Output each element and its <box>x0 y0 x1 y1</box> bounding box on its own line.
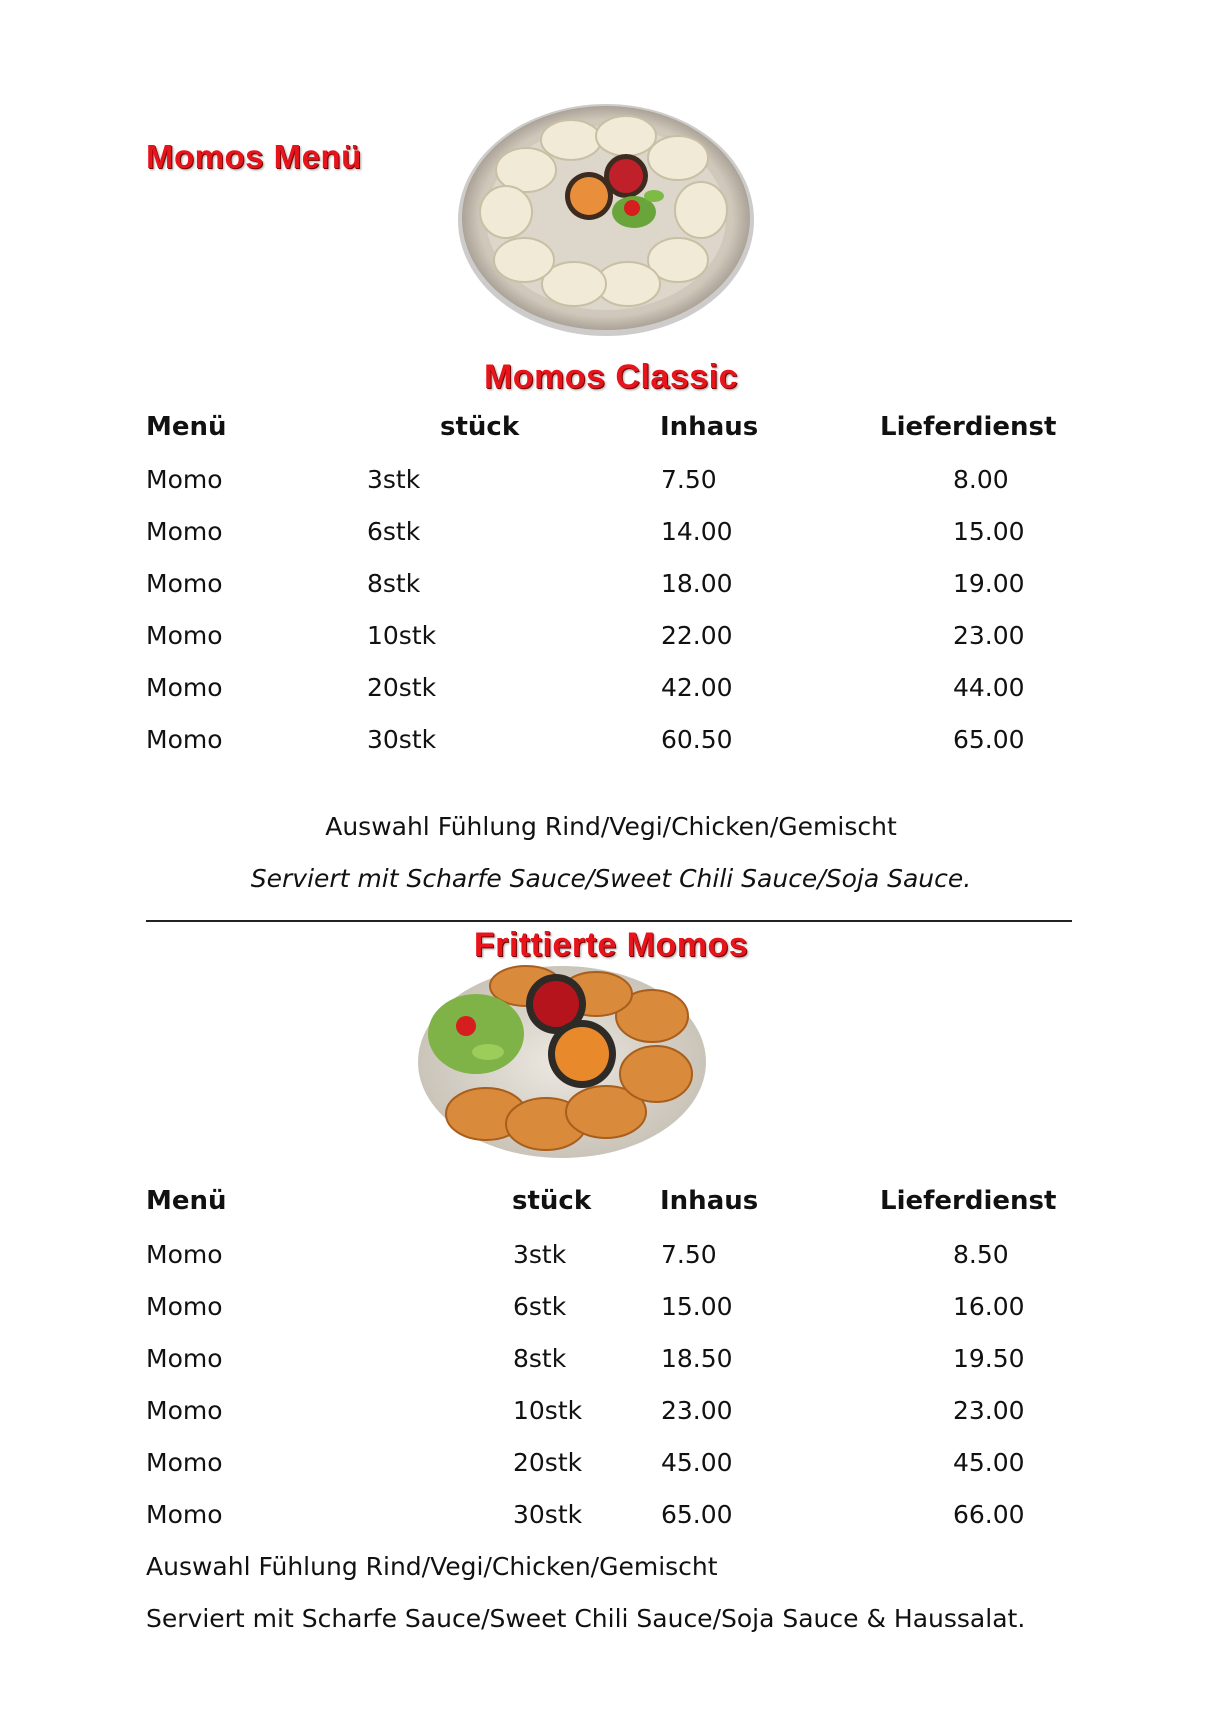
price-inhaus: 42.00 <box>661 673 733 702</box>
price-inhaus: 60.50 <box>661 725 733 754</box>
price-inhaus: 7.50 <box>661 465 717 494</box>
price-inhaus: 15.00 <box>661 1292 733 1321</box>
header-inhaus: Inhaus <box>660 1186 759 1216</box>
price-inhaus: 22.00 <box>661 621 733 650</box>
price-lieferdienst: 19.00 <box>953 569 1025 598</box>
price-lieferdienst: 19.50 <box>953 1344 1025 1373</box>
price-lieferdienst: 65.00 <box>953 725 1025 754</box>
price-lieferdienst: 44.00 <box>953 673 1025 702</box>
filling-note: Auswahl Fühlung Rind/Vegi/Chicken/Gemischt <box>146 1552 718 1581</box>
price-lieferdienst: 15.00 <box>953 517 1025 546</box>
price-lieferdienst: 8.50 <box>953 1240 1009 1269</box>
filling-note: Auswahl Fühlung Rind/Vegi/Chicken/Gemischt <box>325 812 897 841</box>
item-name: Momo <box>146 1292 223 1321</box>
item-name: Momo <box>146 1344 223 1373</box>
table-row <box>0 465 1222 505</box>
header-inhaus: Inhaus <box>660 412 759 442</box>
table-row <box>0 1292 1222 1332</box>
item-pieces: 8stk <box>513 1344 567 1373</box>
price-lieferdienst: 16.00 <box>953 1292 1025 1321</box>
table-row <box>0 1448 1222 1488</box>
item-pieces: 10stk <box>367 621 437 650</box>
table-row <box>0 1396 1222 1436</box>
item-pieces: 30stk <box>513 1500 583 1529</box>
item-pieces: 10stk <box>513 1396 583 1425</box>
price-lieferdienst: 23.00 <box>953 621 1025 650</box>
item-name: Momo <box>146 1448 223 1477</box>
table-row <box>0 1344 1222 1384</box>
item-pieces: 20stk <box>367 673 437 702</box>
item-name: Momo <box>146 673 223 702</box>
price-lieferdienst: 23.00 <box>953 1396 1025 1425</box>
item-pieces: 6stk <box>513 1292 567 1321</box>
item-name: Momo <box>146 465 223 494</box>
served-note: Serviert mit Scharfe Sauce/Sweet Chili Sauce/Soja Sauce & Haussalat. <box>146 1604 1026 1633</box>
section-title-classic: Momos Classic <box>483 358 739 396</box>
header-pieces: stück <box>512 1186 592 1216</box>
price-inhaus: 14.00 <box>661 517 733 546</box>
price-inhaus: 65.00 <box>661 1500 733 1529</box>
item-name: Momo <box>146 1240 223 1269</box>
steamed-momos-image <box>456 100 756 340</box>
item-pieces: 3stk <box>367 465 421 494</box>
served-note: Serviert mit Scharfe Sauce/Sweet Chili Sauce/Soja Sauce. <box>250 864 972 893</box>
item-name: Momo <box>146 569 223 598</box>
table-row <box>0 621 1222 661</box>
item-name: Momo <box>146 621 223 650</box>
price-lieferdienst: 8.00 <box>953 465 1009 494</box>
price-inhaus: 7.50 <box>661 1240 717 1269</box>
header-lieferdienst: Lieferdienst <box>880 1186 1057 1216</box>
table-row <box>0 725 1222 765</box>
header-pieces: stück <box>440 412 520 442</box>
item-name: Momo <box>146 1500 223 1529</box>
item-name: Momo <box>146 1396 223 1425</box>
item-pieces: 6stk <box>367 517 421 546</box>
price-inhaus: 23.00 <box>661 1396 733 1425</box>
price-lieferdienst: 45.00 <box>953 1448 1025 1477</box>
fried-momos-image <box>416 964 708 1160</box>
table-row <box>0 517 1222 557</box>
item-name: Momo <box>146 517 223 546</box>
price-inhaus: 45.00 <box>661 1448 733 1477</box>
price-inhaus: 18.50 <box>661 1344 733 1373</box>
price-inhaus: 18.00 <box>661 569 733 598</box>
item-pieces: 8stk <box>367 569 421 598</box>
section-divider <box>146 920 1072 922</box>
header-menu: Menü <box>146 1186 227 1216</box>
item-pieces: 3stk <box>513 1240 567 1269</box>
item-pieces: 20stk <box>513 1448 583 1477</box>
table-row <box>0 1500 1222 1540</box>
table-row <box>0 1240 1222 1280</box>
header-menu: Menü <box>146 412 227 442</box>
section-title-fried: Frittierte Momos <box>473 926 749 964</box>
price-lieferdienst: 66.00 <box>953 1500 1025 1529</box>
header-lieferdienst: Lieferdienst <box>880 412 1057 442</box>
table-row <box>0 673 1222 713</box>
table-row <box>0 569 1222 609</box>
item-name: Momo <box>146 725 223 754</box>
item-pieces: 30stk <box>367 725 437 754</box>
page-title: Momos Menü <box>146 138 362 175</box>
